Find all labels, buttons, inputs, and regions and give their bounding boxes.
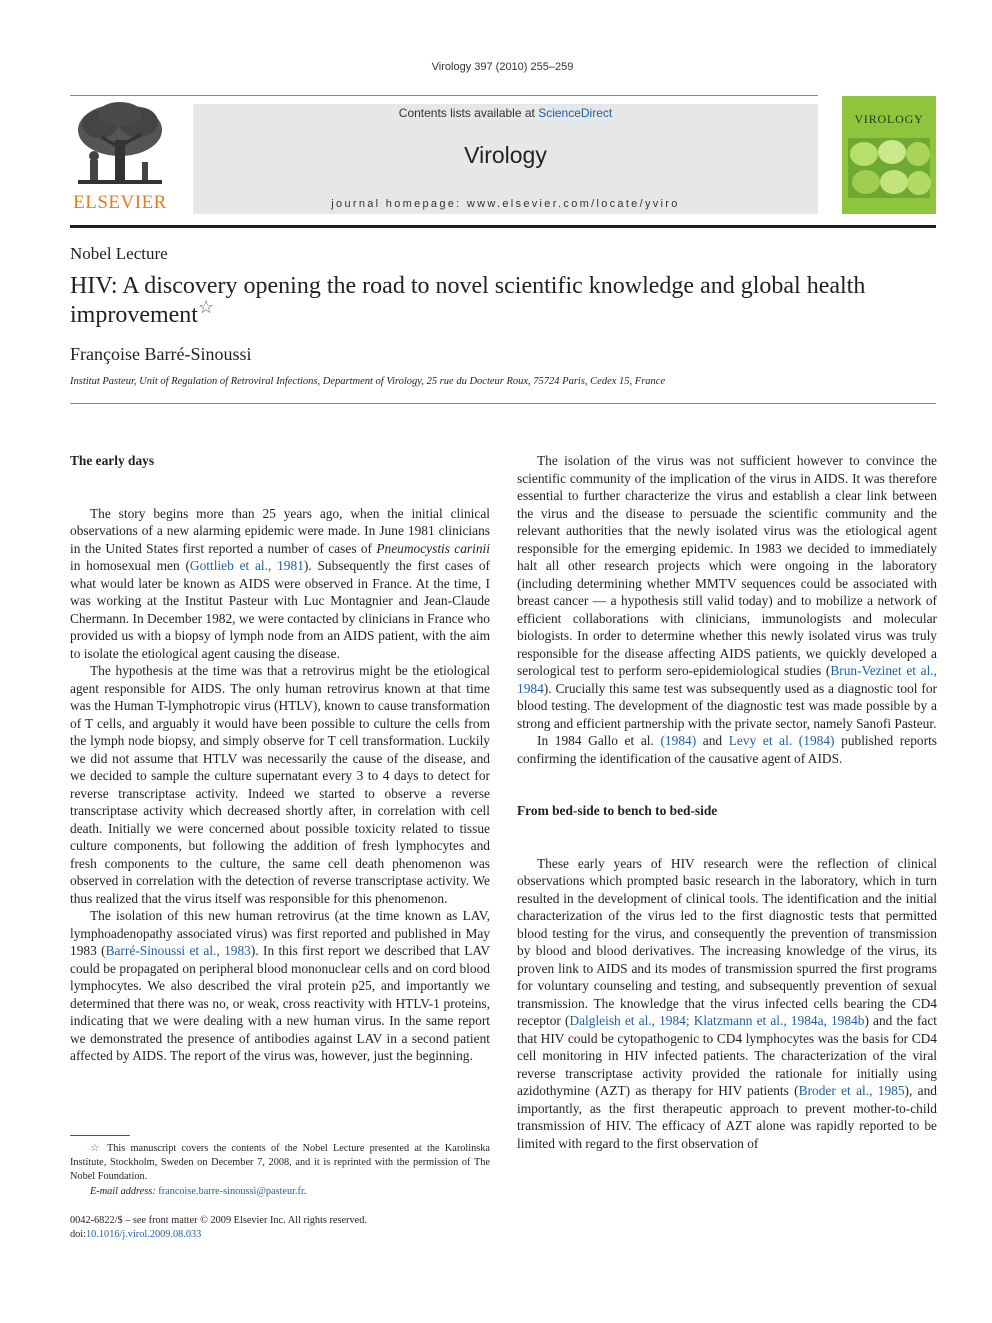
journal-name: Virology — [464, 142, 547, 168]
text-run: ) and the fact that HIV could be cytopathogenic to CD4 lymphocytes was the basis for CD4 cell monitoring in HIV infected patients. The characterization of the viral reverse transcriptase activity provided the rationale for initially using azidothymine (AZT) as therapy for HIV patients ( — [517, 1013, 938, 1098]
author-affiliation: Institut Pasteur, Unit of Regulation of Retroviral Infections, Department of Virology, 25 rue du Docteur Roux, 75724 Paris, Cedex 15, France — [70, 376, 666, 387]
text-run: These early years of HIV research were the reflection of clinical observations which prompted basic research in the laboratory, which in turn resulted in the development of clinical tools. The identification and the initial characterization of the virus led to the first diagnostic tests that permitted blood testing for the virus, and consequently the prevention of transmission by blood and blood derivatives. The increasing knowledge of the virus, its proven link to AIDS and its modes of transmission spurred the first programs for voluntary counseling and testing, and subsequently prevention of sexual transmission. The knowledge that the virus infected cells bearing the CD4 receptor ( — [517, 855, 937, 1028]
reference-link[interactable]: Dalgleish et al., 1984; Klatzmann et al., 1984a, 1984b — [569, 1013, 865, 1028]
doi-line — [70, 1228, 490, 1242]
journal-citation: Virology 397 (2010) 255–259 — [431, 61, 574, 73]
cover-leaves-icon — [842, 96, 936, 214]
paragraph — [517, 452, 937, 732]
reference-link[interactable]: Barré-Sinoussi et al., 1983 — [105, 943, 251, 958]
doi-label: doi: — [70, 1229, 87, 1241]
text-run: ). Subsequently the first cases of what would later be known as AIDS were observed in France. At the time, I was working at the Institut Pasteur with Luc Montagnier and Jean-Claude Chermann. In December 1982, we were contacted by clinicians in France who provided us with a biopsy of lymph node from an AIDS patient, with the aim to isolate the etiological agent causing the disease. — [70, 558, 490, 661]
reference-link[interactable]: Levy et al. (1984) — [728, 733, 835, 748]
left-column — [70, 452, 490, 1065]
journal-cover[interactable] — [842, 96, 936, 214]
text-run: The story begins more than 25 years ago, when the initial clinical observations of a new alarming epidemic were made. In June 1981 clinicians in the United States first reported a number of cases of — [70, 505, 490, 556]
right-column — [517, 452, 937, 1152]
title-rule — [70, 403, 936, 404]
text-run: published reports confirming the identification of the causative agent of AIDS. — [517, 733, 937, 766]
spacer — [517, 767, 937, 802]
reference-link[interactable]: Gottlieb et al., 1981 — [189, 558, 304, 573]
text-run: In 1984 Gallo et al. — [537, 733, 661, 748]
paragraph: The hypothesis at the time was that a retrovirus might be the etiological agent responsible for AIDS. The only human retrovirus known at that time was the Human T-lymphotropic virus (HTLV), known to cause transformation of T cells, and arguably it would have been possible to culture the cells from the lymph node biopsy, and simply observe for T cell transformation. Luckily we did not assume that HTLV was necessarily the cause of the disease, and we decided to sample the culture supernatant every 3 to 4 days to detect for reverse transcriptase activity. Indeed we started to observe a reverse transcriptase activity which decreased shortly after, in correlation with cell death. Initially we were concerned about possible toxicity related to tissue culture components, but following the addition of fresh lymphocytes and fresh components to the culture, the same cell death phenomenon was observed in correlation with the detection of reverse transcriptase activity. We thus realized that the virus itself was responsible for this phenomenon. — [70, 663, 490, 906]
footnote-text — [70, 1142, 490, 1185]
contents-prefix: Contents lists available at — [398, 106, 539, 120]
text-run: ). In this first report we described that LAV could be propagated on peripheral blood mononuclear cells and on cord blood lymphocytes. We also described the viral protein p25, and importantly we determined that there was no, or weak, cross reactivity with HTLV-1 proteins, indicating that we were dealing with a new human virus. In the same report we demonstrated the presence of antibodies against LAV in a second patient affected by AIDS. The report of the virus was, however, just the beginning. — [70, 943, 490, 1063]
elsevier-logo[interactable] — [70, 100, 170, 214]
paragraph — [70, 907, 490, 1065]
article-title-text: HIV: A discovery opening the road to novel scientific knowledge and global health improvement — [70, 273, 866, 328]
text-run: in homosexual men ( — [70, 558, 190, 573]
article-type: Nobel Lecture — [70, 244, 168, 263]
footnote-body: This manuscript covers the contents of the Nobel Lecture presented at the Karolinska Institute, Stockholm, Sweden on December 7, 2008, and it is reprinted with the permission of The Nobel Foundation. — [70, 1143, 491, 1183]
journal-homepage[interactable]: journal homepage: www.elsevier.com/locate/yviro — [331, 198, 680, 210]
text-run: The isolation of this new human retrovirus (at the time known as LAV, lymphoadenopathy associated virus) was first reported and published in May 1983 ( — [70, 908, 490, 958]
reference-link[interactable]: (1984) — [660, 733, 697, 748]
article-title — [70, 272, 930, 330]
copyright-block — [70, 1214, 490, 1242]
cover-title: VIROLOGY — [854, 112, 924, 126]
text-run: The isolation of the virus was not sufficient however to convince the scientific community of the implication of the virus in AIDS. It was therefore essential to further characterize the virus and establish a clear link between the virus and the disease to persuade the scientific community and the relevant authorities that the newly isolated virus was the etiological agent responsible for the emerging epidemic. In 1983 we decided to immediately halt all other research projects which were ongoing in the laboratory (including determining whether MMTV sequences could be associated with breast cancer — a hypothesis still valid today) and to mobilize a network of efficient collaborations with clinicians, immunologists and molecular biologists. In order to determine whether this newly isolated virus was truly responsible for the disease affecting AIDS patients, we quickly developed a serological test to perform sero-epidemiological studies ( — [517, 453, 937, 678]
email-label: E-mail address: — [90, 1185, 156, 1197]
species-name: Pneumocystis carinii — [376, 540, 491, 556]
email-end: . — [303, 1185, 307, 1197]
spacer — [70, 487, 490, 505]
reference-link[interactable]: Brun-Vezinet et al., 1984 — [517, 663, 937, 696]
footnote — [70, 1142, 490, 1199]
header-rule — [70, 95, 818, 96]
doi-link[interactable]: 10.1016/j.virol.2009.08.033 — [86, 1229, 202, 1241]
journal-masthead — [193, 104, 818, 214]
footnote-rule — [70, 1135, 130, 1136]
email-line — [70, 1185, 490, 1199]
paragraph — [517, 732, 937, 767]
author-name: Françoise Barré-Sinoussi — [70, 344, 252, 364]
email-link[interactable]: francoise.barre-sinoussi@pasteur.fr — [158, 1185, 304, 1197]
reference-link[interactable]: Broder et al., 1985 — [798, 1083, 905, 1098]
paragraph — [517, 855, 937, 1153]
spacer — [517, 837, 937, 855]
issn-line: 0042-6822/$ – see front matter © 2009 Elsevier Inc. All rights reserved. — [70, 1215, 367, 1226]
masthead-rule — [70, 225, 936, 228]
section-heading-bed-side: From bed-side to bench to bed-side — [517, 803, 718, 818]
title-footnote-mark[interactable]: ☆ — [197, 297, 215, 317]
contents-line — [193, 106, 818, 120]
paragraph — [70, 505, 490, 663]
sciencedirect-link[interactable]: ScienceDirect — [538, 106, 613, 120]
publisher-name: ELSEVIER — [73, 192, 167, 213]
section-heading-early-days: The early days — [70, 453, 155, 468]
tree-icon — [70, 100, 170, 192]
footnote-mark: ☆ — [90, 1143, 102, 1154]
text-run: ), and importantly, as the first therapeutic approach to prevent mother-to-child transmission of HIV. The efficacy of AZT alone was rapidly reported to be limited with regard to the first observation of — [517, 1083, 937, 1151]
text-run: and — [696, 733, 729, 748]
text-run: ). Crucially this same test was subsequently used as a diagnostic tool for blood testing. The development of the diagnostic test was made possible by a strong and efficient partnership with the private sector, namely Sanofi Pasteur. — [517, 680, 937, 731]
